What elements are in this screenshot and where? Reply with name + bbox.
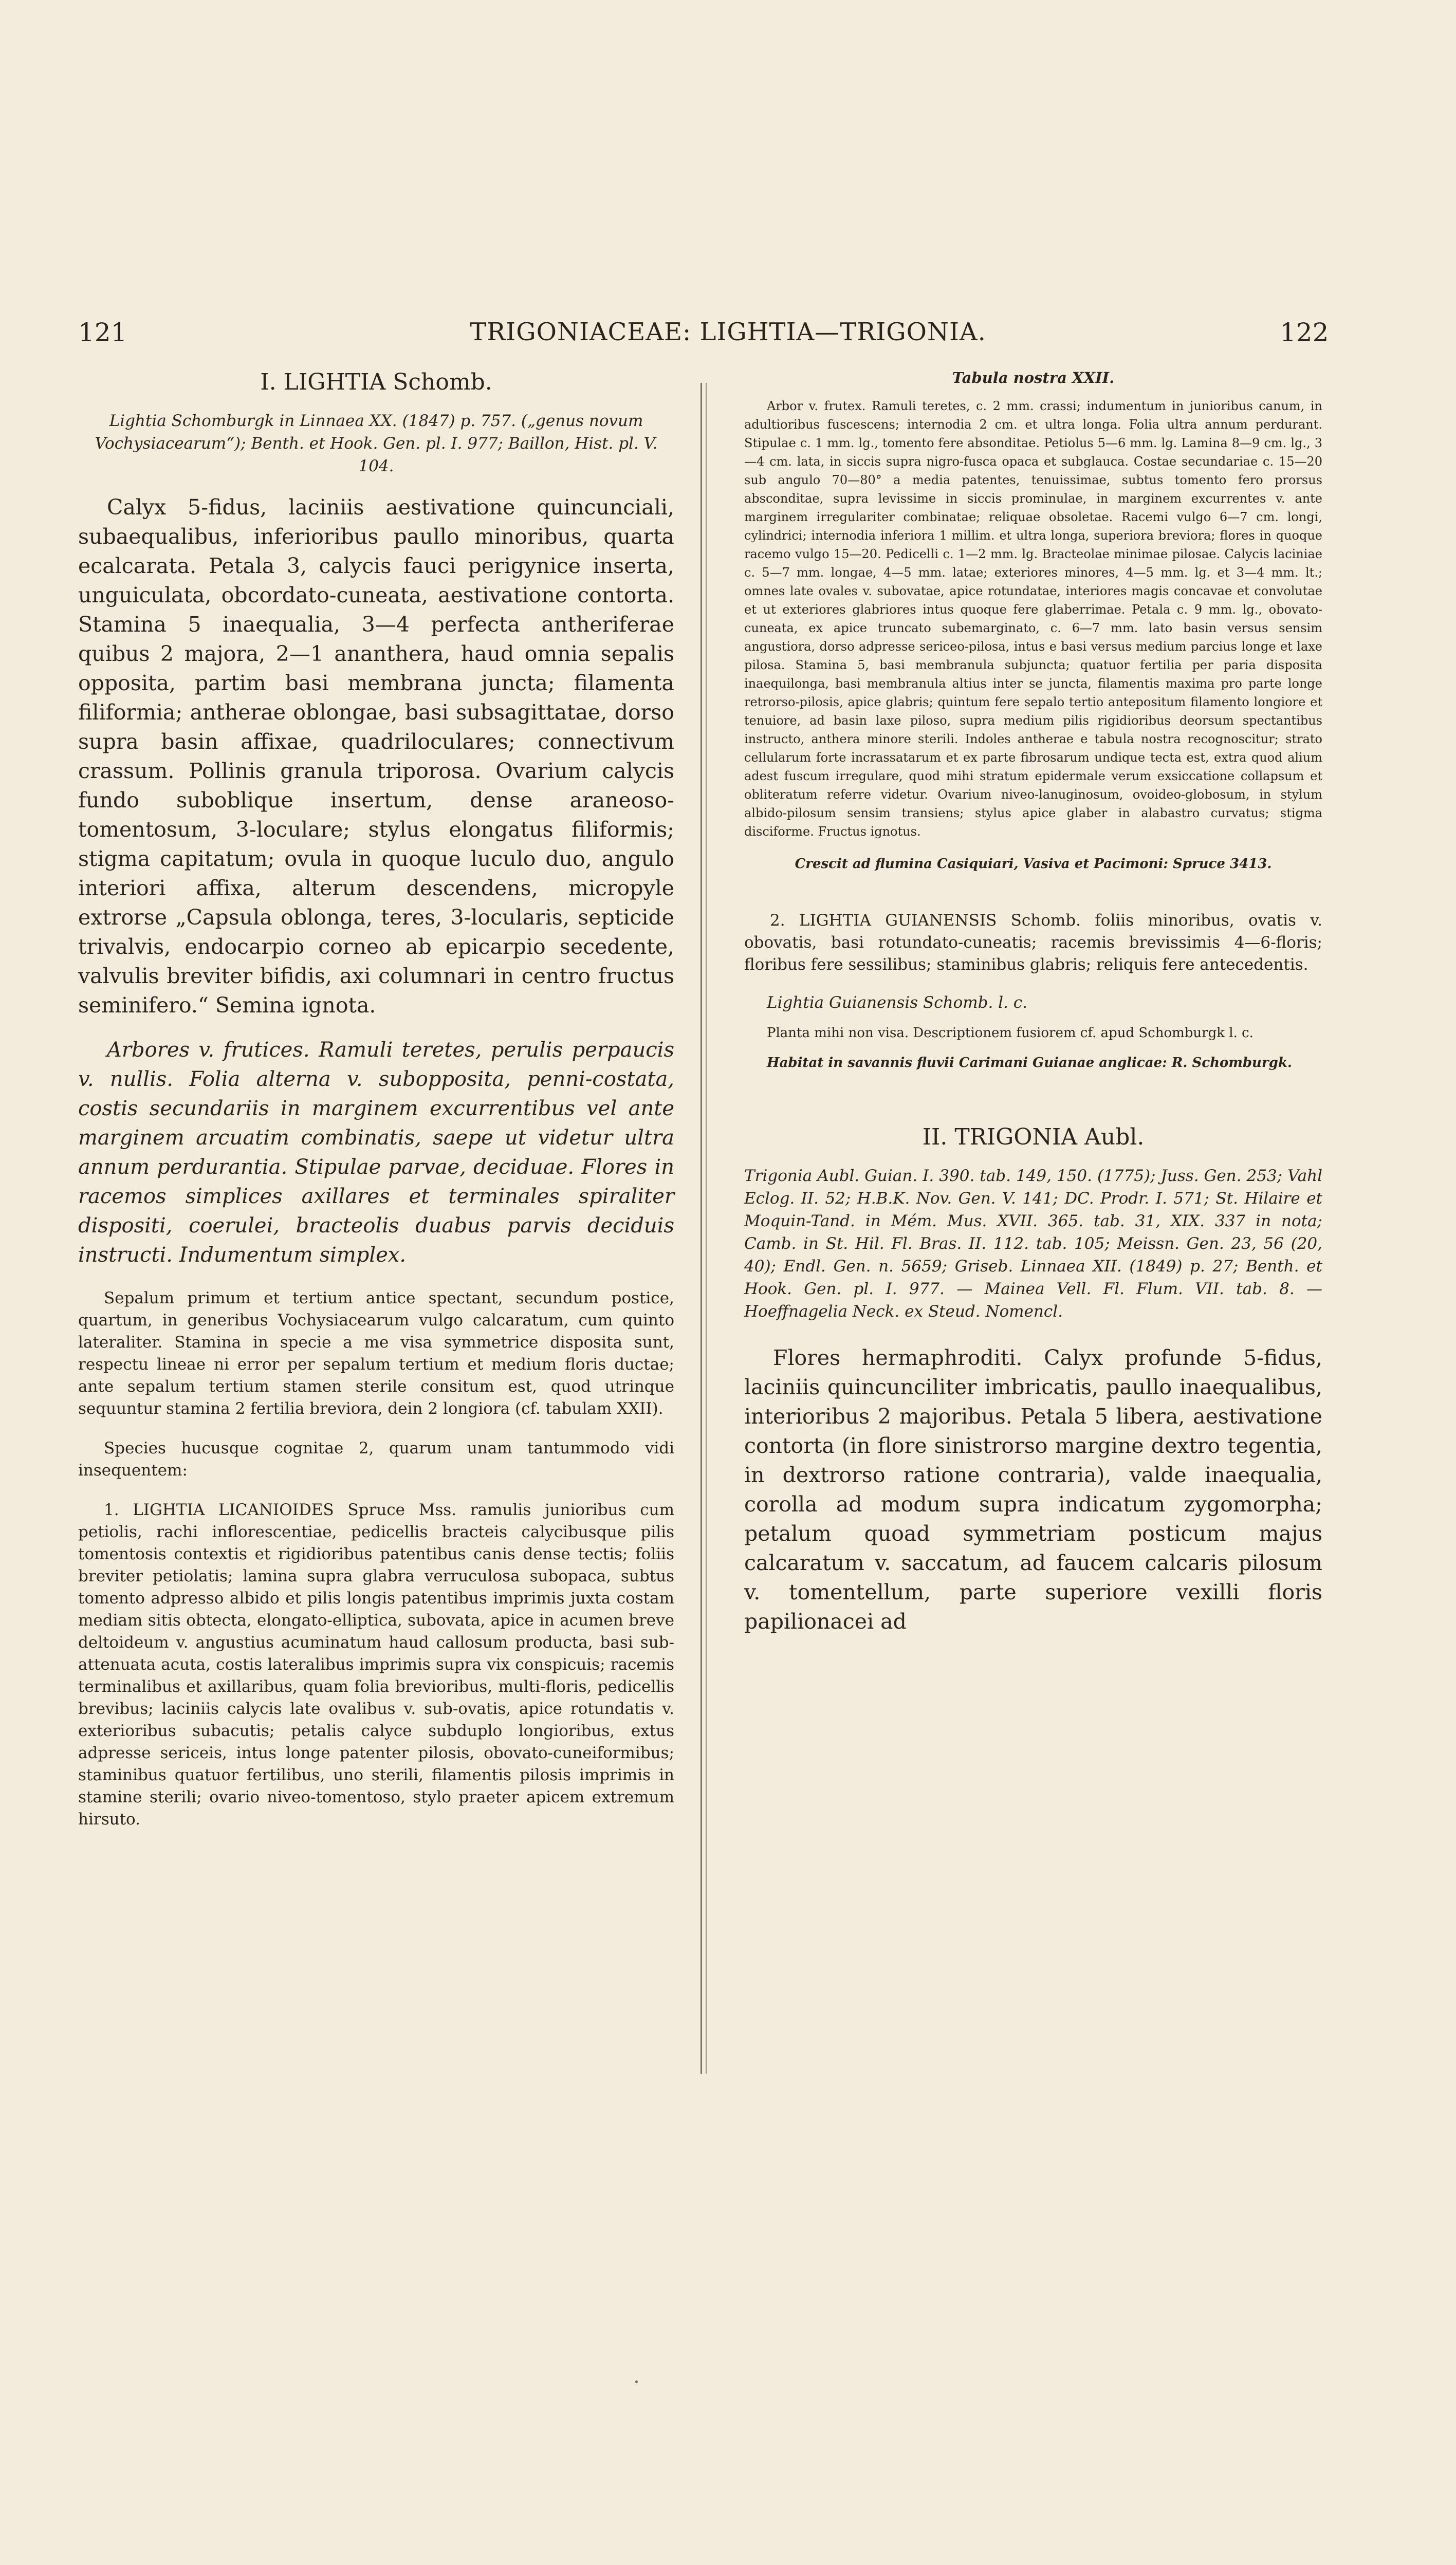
page-number-left: 121 [78,318,127,347]
genus-description-lightia: Calyx 5-fidus, laciniis aestivatione quincunciali, subaequalibus, inferioribus paullo minoribus, quarta ecalcarata. Petala 3, calycis fauci perigynice inserta, unguiculata, obcordato-cuneata, aestivatione contorta. Stamina 5 inaequalia, 3—4 perfecta antheriferae quibus 2 majora, 2—1 ananthera, haud omnia sepalis opposita, partim basi membrana juncta; filamenta filiformia; antherae oblongae, basi subsagittatae, dorso supra basin affixae, quadriloculares; connectivum crassum. Pollinis granula triporosa. Ovarium calycis fundo suboblique insertum, dense araneoso-tomentosum, 3-loculare; stylus elongatus filiformis; stigma capitatum; ovula in quoque luculo duo, angulo interiori affixa, alterum descendens, micropyle extrorse „Capsula oblonga, teres, 3-locularis, septicide trivalvis, endocarpio corneo ab epicarpio secedente, valvulis breviter bifidis, axi columnari in centro fructus seminifero.“ Semina ignota. [78,495,674,1018]
print-speck [635,2381,638,2383]
species-lightia-guianensis: 2. LIGHTIA GUIANENSIS Schomb. foliis minoribus, ovatis v. obovatis, basi rotundato-cuneatis; racemis brevissimis 4—6-floris; floribus fere sessilibus; staminibus glabris; reliquis fere antecedentis. [744,911,1322,974]
note-species-count: Species hucusque cognitae 2, quarum unam tantummodo vidi insequentem: [78,1439,674,1480]
tabula-reference: Tabula nostra XXII. [952,369,1115,386]
right-column [744,369,1322,1652]
column-divider [701,383,702,2074]
genus-citation-lightia: Lightia Schomburgk in Linnaea XX. (1847) p. 757. („genus novum Vochysiacearum“); Benth. et Hook. Gen. pl. I. 977; Baillon, Hist. pl. V. 104. [95,412,658,475]
running-title: TRIGONIACEAE: LIGHTIA—TRIGONIA. [470,318,986,346]
species2-habitat: Habitat in savannis fluvii Carimani Guianae anglicae: R. Schomburgk. [767,1055,1292,1071]
species-lightia-licanioides: 1. LIGHTIA LICANIOIDES Spruce Mss. ramulis junioribus cum petiolis, rachi inflorescentiae, pedicellis bracteis calycibusque pilis tomentosis contextis et rigidioribus patentibus canis dense tectis; foliis breviter petiolatis; lamina supra glabra verruculosa subopaca, subtus tomento adpresso albido et pilis longis patentibus imprimis juxta costam mediam sitis obtecta, elongato-elliptica, subovata, apice in acumen breve deltoideum v. angustius acuminatum haud callosum producta, basi sub-attenuata acuta, costis lateralibus imprimis supra vix conspicuis; racemis terminalibus et axillaribus, quam folia brevioribus, multi-floris, pedicellis brevibus; laciniis calycis late ovalibus v. sub-ovatis, apice rotundatis v. exterioribus subacutis; petalis calyce subduplo longioribus, extus adpresse sericeis, intus longe patenter pilosis, obovato-cuneiformibus; staminibus quatuor fertilibus, uno sterili, filamentis pilosis imprimis in stamine sterili; ovario niveo-tomentoso, stylo praeter apicem extremum hirsuto. [78,1501,674,1829]
species2-citation: Lightia Guianensis Schomb. l. c. [767,993,1028,1012]
genus-title-lightia: I. LIGHTIA Schomb. [260,369,492,395]
species1-detail: Arbor v. frutex. Ramuli teretes, c. 2 mm. crassi; indumentum in junioribus canum, in adultioribus fuscescens; internodia 2 cm. et ultra longa. Folia ultra annum perdurant. Stipulae c. 1 mm. lg., tomento fere absonditae. Petiolus 5—6 mm. lg. Lamina 8—9 cm. lg., 3—4 cm. lata, in siccis supra nigro-fusca opaca et subglauca. Costae secundariae c. 15—20 sub angulo 70—80° a media patentes, tenuissimae, subtus tomento fero prorsus absconditae, supra levissime in siccis prominulae, in marginem excurrentes v. ante marginem irregulariter combinatae; reliquae obsoletae. Racemi vulgo 6—7 cm. longi, cylindrici; internodia inferiora 1 millim. et ultra longa, superiora breviora; flores in quoque racemo vulgo 15—20. Pedicelli c. 1—2 mm. lg. Bracteolae minimae pilosae. Calycis laciniae c. 5—7 mm. longae, 4—5 mm. latae; exteriores minores, 4—5 mm. lg. et 3—4 mm. lt.; omnes late ovales v. subovatae, apice rotundatae, interiores magis concavae et convolutae et ut exteriores glabriores intus quoque fere glaberrimae. Petala c. 9 mm. lg., obovato-cuneata, ex apice truncato subemarginato, c. 6—7 mm. lato basin versus sensim angustiora, dorso adpresse sericeo-pilosa, intus e basi versus medium parcius longe et laxe pilosa. Stamina 5, basi membranula subjuncta; quatuor fertilia per paria disposita inaequilonga, basi membranula altius inter se juncta, filamentis maxima pro parte longe retrorso-pilosis, apice glabris; quintum fere sepalo tertio antepositum filamento longiore et tenuiore, ad basin laxe piloso, supra medium pilis rigidioribus deorsum spectantibus instructo, anthera minore sterili. Indoles antherae e tabula nostra recognoscitur; strato cellularum forte incrassatarum et ex parte fibrosarum undique tecta est, extra quod alium adest fuscum irregulare, quod mihi stratum epidermale verum exsiccatione collapsum et obliteratum referre videtur. Ovarium niveo-lanuginosum, ovoideo-globosum, in stylum albido-pilosum sensim transiens; stylus apice glaber in alabastro curvatus; stigma disciforme. Fructus ignotus. [744,399,1322,839]
page-number-right: 122 [1280,318,1329,347]
left-column [78,369,674,1848]
species2-note: Planta mihi non visa. Descriptionem fusiorem cf. apud Schomburgk l. c. [767,1025,1254,1041]
page-header [0,318,1456,348]
genus-title-trigonia: II. TRIGONIA Aubl. [922,1124,1145,1150]
note-sepals: Sepalum primum et tertium antice spectant, secundum postice, quartum, in generibus Vochysiacearum vulgo calcaratum, cum quinto lateraliter. Stamina in specie a me visa symmetrice disposita sunt, respectu lineae ni error per sepalum tertium et medium floris ductae; ante sepalum tertium stamen sterile consitum est, quod utrinque sequuntur stamina 2 fertilia breviora, dein 2 longiora (cf. tabulam XXII). [78,1289,674,1418]
genus-description-trigonia: Flores hermaphroditi. Calyx profunde 5-fidus, laciniis quincunciliter imbricatis, paullo inaequalibus, interioribus 2 majoribus. Petala 5 libera, aestivatione contorta (in flore sinistrorso margine dextro tegentia, in dextrorso ratione contraria), valde inaequalia, corolla ad modum supra indicatum zygomorpha; petalum quoad symmetriam posticum majus calcaratum v. saccatum, ad faucem calcaris pilosum v. tomentellum, parte superiore vexilli floris papilionacei ad [744,1345,1322,1634]
column-divider-inner [706,383,707,2074]
species1-habitat: Crescit ad flumina Casiquiari, Vasiva et Pacimoni: Spruce 3413. [795,856,1272,872]
genus-citation-trigonia: Trigonia Aubl. Guian. I. 390. tab. 149, 150. (1775); Juss. Gen. 253; Vahl Eclog. II. 52; H.B.K. Nov. Gen. V. 141; DC. Prodr. I. 571; St. Hilaire et Moquin-Tand. in Mém. Mus. XVII. 365. tab. 31, XIX. 337 in nota; Camb. in St. Hil. Fl. Bras. II. 112. tab. 105; Meissn. Gen. 23, 56 (20, 40); Endl. Gen. n. 5659; Griseb. Linnaea XII. (1849) p. 27; Benth. et Hook. Gen. pl. I. 977. — Mainea Vell. Fl. Flum. VII. tab. 8. — Hoeffnagelia Neck. ex Steud. Nomencl. [744,1167,1322,1321]
habit-description: Arbores v. frutices. Ramuli teretes, perulis perpaucis v. nullis. Folia alterna v. subopposita, penni-costata, costis secundariis in marginem excurrentibus vel ante marginem arcuatim combinatis, saepe ut videtur ultra annum perdurantia. Stipulae parvae, deciduae. Flores in racemos simplices axillares et terminales spiraliter dispositi, coerulei, bracteolis duabus parvis deciduis instructi. Indumentum simplex. [78,1038,674,1267]
